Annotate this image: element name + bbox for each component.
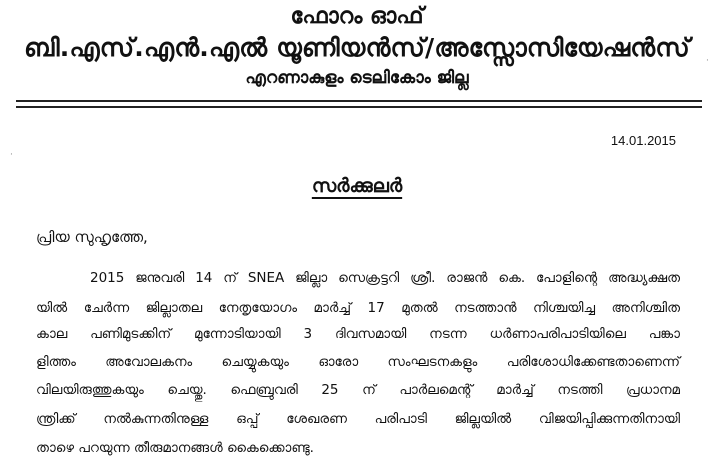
body-line: യിൽ ചേർന്ന ജില്ലാതല നേതൃയോഗം മാർച്ച് 17 മുതൽ നടത്താൻ നിശ്ചയിച്ച അനിശ്ചിത — [36, 300, 680, 316]
body-line: 2015 ജനുവരി 14 ന് SNEA ജില്ലാ സെക്രട്ടറി ശ്രീ. രാജൻ കെ. പോളിന്റെ അദ്ധ്യക്ഷത — [90, 270, 680, 286]
header-divider-top — [16, 100, 702, 102]
circular-date: 14.01.2015 — [610, 133, 676, 148]
unions-heading: ബി.എസ്.എൻ.എൽ യൂണിയൻസ്/അസ്സോസിയേഷൻസ് — [24, 33, 690, 62]
forum-heading: ഫോറം ഓഫ് — [290, 4, 424, 29]
circular-title — [0, 175, 714, 197]
scan-speck: · — [10, 150, 13, 160]
district-heading: എറണാകുളം ടെലികോം ജില്ല — [245, 68, 469, 88]
scan-speck: · — [706, 56, 709, 66]
salutation: പ്രിയ സുഹൃത്തേ, — [36, 228, 148, 246]
header-divider-bottom — [16, 106, 702, 108]
body-line: വിലയിരുത്തുകയും ചെയ്തു. ഫെബ്രുവരി 25 ന് പാർലമെന്റ് മാർച്ച് നടത്തി പ്രധാനമ — [36, 382, 680, 398]
circular-title-text: സർക്കുലർ — [311, 175, 403, 197]
body-line: കാല പണിമുടക്കിന് മുന്നോടിയായി 3 ദിവസമായി നടന്ന ധർണാപരിപാടിയിലെ പങ്കാ — [36, 326, 680, 342]
body-line: ളിത്തം അവോലകനം ചെയ്യുകയും ഓരോ സംഘടനകളും പരിശോധിക്കേണ്ടതാണെന്ന് — [36, 354, 680, 370]
body-line: ന്ത്രിക്ക് നൽകുന്നതിനുള്ള ഒപ്പ് ശേഖരണ പരിപാടി ജില്ലയിൽ വിജയിപ്പിക്കുന്നതിനായി — [36, 411, 680, 427]
body-line: താഴെ പറയുന്ന തീരുമാനങ്ങൾ കൈക്കൊണ്ടു. — [36, 440, 314, 456]
